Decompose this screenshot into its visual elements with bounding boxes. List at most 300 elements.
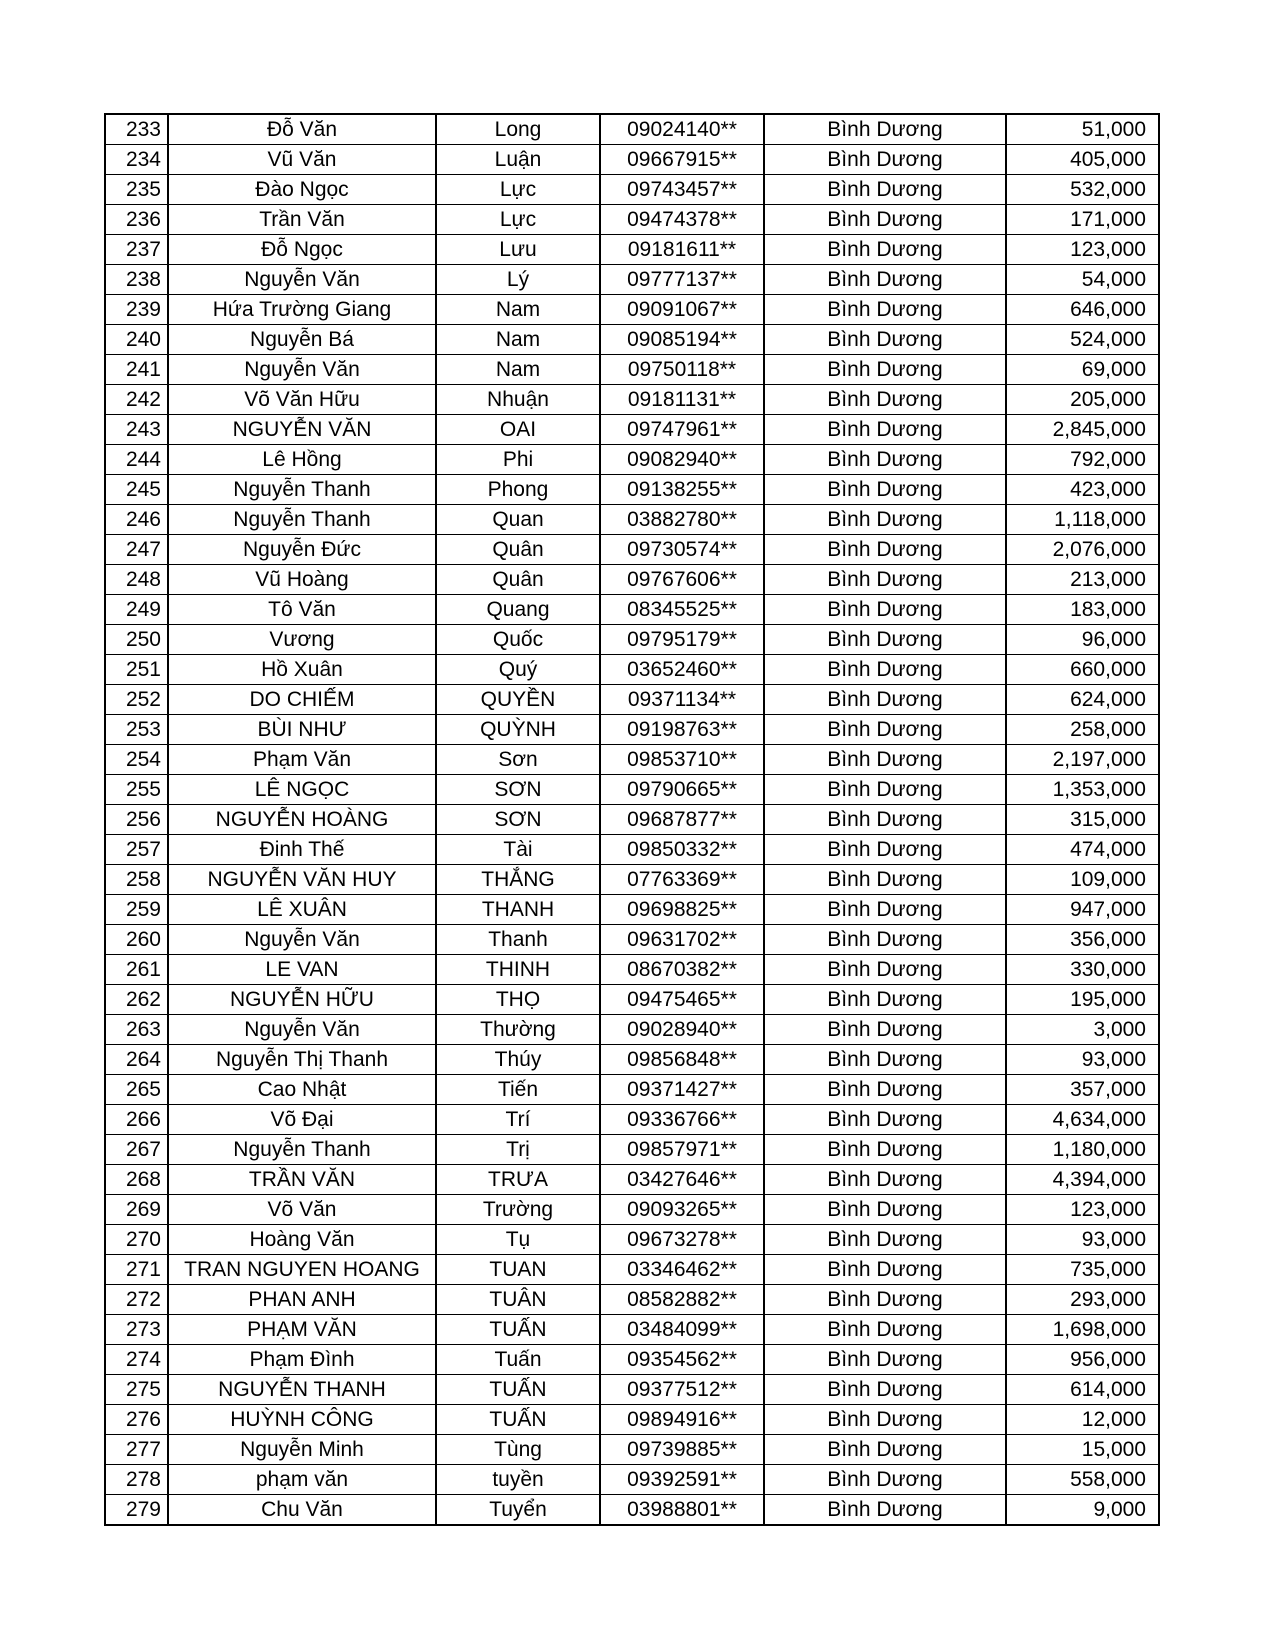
province-cell: Bình Dương [764,655,1006,685]
province-cell: Bình Dương [764,955,1006,985]
province-cell: Bình Dương [764,1435,1006,1465]
table-row [105,1315,1159,1345]
amount-cell: 171,000 [1006,205,1159,235]
first-name-cell: THANH [436,895,600,925]
row-number-cell: 261 [105,955,168,985]
table-row [105,175,1159,205]
last-name-cell: PHẠM VĂN [168,1315,436,1345]
row-number-cell: 237 [105,235,168,265]
table-row [105,1165,1159,1195]
last-name-cell: Nguyễn Thanh [168,1135,436,1165]
amount-cell: 258,000 [1006,715,1159,745]
first-name-cell: Tuấn [436,1345,600,1375]
last-name-cell: TRẦN VĂN [168,1165,436,1195]
row-number-cell: 259 [105,895,168,925]
phone-cell: 09138255** [600,475,764,505]
table-row [105,1375,1159,1405]
first-name-cell: TUẤN [436,1375,600,1405]
first-name-cell: Lực [436,175,600,205]
table-row [105,1105,1159,1135]
province-cell: Bình Dương [764,145,1006,175]
phone-cell: 09857971** [600,1135,764,1165]
first-name-cell: Trí [436,1105,600,1135]
amount-cell: 213,000 [1006,565,1159,595]
table-row [105,805,1159,835]
last-name-cell: NGUYỄN HỮU [168,985,436,1015]
phone-cell: 09687877** [600,805,764,835]
amount-cell: 12,000 [1006,1405,1159,1435]
province-cell: Bình Dương [764,295,1006,325]
province-cell: Bình Dương [764,745,1006,775]
phone-cell: 03346462** [600,1255,764,1285]
phone-cell: 09743457** [600,175,764,205]
table-row [105,145,1159,175]
first-name-cell: QUỲNH [436,715,600,745]
last-name-cell: Nguyễn Thị Thanh [168,1045,436,1075]
amount-cell: 792,000 [1006,445,1159,475]
first-name-cell: TUẤN [436,1405,600,1435]
table-row [105,985,1159,1015]
row-number-cell: 234 [105,145,168,175]
province-cell: Bình Dương [764,445,1006,475]
phone-cell: 09181131** [600,385,764,415]
amount-cell: 315,000 [1006,805,1159,835]
first-name-cell: TUÂN [436,1285,600,1315]
table-row [105,625,1159,655]
province-cell: Bình Dương [764,1495,1006,1526]
table-row [105,745,1159,775]
province-cell: Bình Dương [764,114,1006,145]
table-row [105,1255,1159,1285]
phone-cell: 09698825** [600,895,764,925]
row-number-cell: 278 [105,1465,168,1495]
row-number-cell: 277 [105,1435,168,1465]
phone-cell: 09028940** [600,1015,764,1045]
table-row [105,1015,1159,1045]
table-row [105,925,1159,955]
province-cell: Bình Dương [764,355,1006,385]
last-name-cell: Võ Văn Hữu [168,385,436,415]
phone-cell: 09777137** [600,265,764,295]
row-number-cell: 276 [105,1405,168,1435]
row-number-cell: 274 [105,1345,168,1375]
province-cell: Bình Dương [764,235,1006,265]
last-name-cell: Phạm Văn [168,745,436,775]
table-row [105,1345,1159,1375]
phone-cell: 09790665** [600,775,764,805]
first-name-cell: Thường [436,1015,600,1045]
last-name-cell: PHAN ANH [168,1285,436,1315]
amount-cell: 532,000 [1006,175,1159,205]
phone-cell: 09085194** [600,325,764,355]
amount-cell: 330,000 [1006,955,1159,985]
province-cell: Bình Dương [764,715,1006,745]
last-name-cell: Đinh Thế [168,835,436,865]
first-name-cell: Phi [436,445,600,475]
last-name-cell: Nguyễn Minh [168,1435,436,1465]
last-name-cell: Nguyễn Thanh [168,475,436,505]
phone-cell: 03484099** [600,1315,764,1345]
row-number-cell: 267 [105,1135,168,1165]
amount-cell: 205,000 [1006,385,1159,415]
last-name-cell: LE VAN [168,955,436,985]
first-name-cell: QUYỀN [436,685,600,715]
province-cell: Bình Dương [764,775,1006,805]
row-number-cell: 265 [105,1075,168,1105]
first-name-cell: Tuyển [436,1495,600,1526]
phone-cell: 09371134** [600,685,764,715]
province-cell: Bình Dương [764,565,1006,595]
row-number-cell: 263 [105,1015,168,1045]
last-name-cell: Nguyễn Văn [168,355,436,385]
table-row [105,505,1159,535]
row-number-cell: 266 [105,1105,168,1135]
province-cell: Bình Dương [764,175,1006,205]
first-name-cell: Long [436,114,600,145]
table-row [105,445,1159,475]
phone-cell: 08670382** [600,955,764,985]
row-number-cell: 268 [105,1165,168,1195]
table-row [105,1135,1159,1165]
table-row [105,325,1159,355]
amount-cell: 423,000 [1006,475,1159,505]
phone-cell: 09853710** [600,745,764,775]
amount-cell: 51,000 [1006,114,1159,145]
row-number-cell: 254 [105,745,168,775]
table-row [105,265,1159,295]
row-number-cell: 242 [105,385,168,415]
amount-cell: 123,000 [1006,235,1159,265]
row-number-cell: 253 [105,715,168,745]
row-number-cell: 235 [105,175,168,205]
province-cell: Bình Dương [764,505,1006,535]
table-row [105,355,1159,385]
row-number-cell: 257 [105,835,168,865]
province-cell: Bình Dương [764,1285,1006,1315]
amount-cell: 54,000 [1006,265,1159,295]
phone-cell: 09024140** [600,114,764,145]
phone-cell: 09082940** [600,445,764,475]
first-name-cell: Thanh [436,925,600,955]
province-cell: Bình Dương [764,925,1006,955]
first-name-cell: Nam [436,295,600,325]
province-cell: Bình Dương [764,1165,1006,1195]
province-cell: Bình Dương [764,1015,1006,1045]
first-name-cell: Luận [436,145,600,175]
row-number-cell: 272 [105,1285,168,1315]
table-row [105,295,1159,325]
last-name-cell: NGUYỄN HOÀNG [168,805,436,835]
first-name-cell: Nam [436,355,600,385]
first-name-cell: TUẤN [436,1315,600,1345]
row-number-cell: 252 [105,685,168,715]
last-name-cell: Đỗ Văn [168,114,436,145]
province-cell: Bình Dương [764,685,1006,715]
province-cell: Bình Dương [764,895,1006,925]
amount-cell: 558,000 [1006,1465,1159,1495]
amount-cell: 4,394,000 [1006,1165,1159,1195]
table-row [105,1045,1159,1075]
table-row [105,835,1159,865]
phone-cell: 09474378** [600,205,764,235]
phone-cell: 03988801** [600,1495,764,1526]
table-row [105,475,1159,505]
row-number-cell: 264 [105,1045,168,1075]
row-number-cell: 233 [105,114,168,145]
first-name-cell: SƠN [436,775,600,805]
phone-cell: 03652460** [600,655,764,685]
first-name-cell: TRƯA [436,1165,600,1195]
last-name-cell: Trần Văn [168,205,436,235]
row-number-cell: 246 [105,505,168,535]
first-name-cell: Lực [436,205,600,235]
last-name-cell: Lê Hồng [168,445,436,475]
first-name-cell: THẮNG [436,865,600,895]
row-number-cell: 255 [105,775,168,805]
amount-cell: 1,698,000 [1006,1315,1159,1345]
amount-cell: 9,000 [1006,1495,1159,1526]
first-name-cell: Tiến [436,1075,600,1105]
phone-cell: 09795179** [600,625,764,655]
province-cell: Bình Dương [764,1345,1006,1375]
first-name-cell: THINH [436,955,600,985]
last-name-cell: Cao Nhật [168,1075,436,1105]
phone-cell: 08582882** [600,1285,764,1315]
row-number-cell: 248 [105,565,168,595]
row-number-cell: 269 [105,1195,168,1225]
row-number-cell: 262 [105,985,168,1015]
amount-cell: 614,000 [1006,1375,1159,1405]
row-number-cell: 271 [105,1255,168,1285]
last-name-cell: Đỗ Ngọc [168,235,436,265]
first-name-cell: Trường [436,1195,600,1225]
first-name-cell: Trị [436,1135,600,1165]
phone-cell: 03882780** [600,505,764,535]
amount-cell: 195,000 [1006,985,1159,1015]
table-row [105,385,1159,415]
table-row [105,1075,1159,1105]
first-name-cell: TUAN [436,1255,600,1285]
row-number-cell: 256 [105,805,168,835]
first-name-cell: Tụ [436,1225,600,1255]
phone-cell: 09856848** [600,1045,764,1075]
table-row [105,1225,1159,1255]
last-name-cell: Nguyễn Đức [168,535,436,565]
table-row [105,415,1159,445]
amount-cell: 293,000 [1006,1285,1159,1315]
last-name-cell: Tô Văn [168,595,436,625]
table-row [105,715,1159,745]
first-name-cell: Quan [436,505,600,535]
last-name-cell: Nguyễn Văn [168,265,436,295]
amount-cell: 735,000 [1006,1255,1159,1285]
table-body [105,114,1159,1525]
last-name-cell: Nguyễn Văn [168,925,436,955]
row-number-cell: 260 [105,925,168,955]
row-number-cell: 258 [105,865,168,895]
table-row [105,1495,1159,1526]
row-number-cell: 238 [105,265,168,295]
first-name-cell: tuyền [436,1465,600,1495]
amount-cell: 947,000 [1006,895,1159,925]
province-cell: Bình Dương [764,1375,1006,1405]
row-number-cell: 244 [105,445,168,475]
last-name-cell: Vũ Hoàng [168,565,436,595]
phone-cell: 09392591** [600,1465,764,1495]
amount-cell: 2,845,000 [1006,415,1159,445]
table-row [105,205,1159,235]
last-name-cell: Vương [168,625,436,655]
last-name-cell: phạm văn [168,1465,436,1495]
last-name-cell: Hoàng Văn [168,1225,436,1255]
province-cell: Bình Dương [764,205,1006,235]
amount-cell: 93,000 [1006,1225,1159,1255]
last-name-cell: Hứa Trường Giang [168,295,436,325]
phone-cell: 09739885** [600,1435,764,1465]
table-row [105,114,1159,145]
last-name-cell: LÊ NGỌC [168,775,436,805]
phone-cell: 03427646** [600,1165,764,1195]
row-number-cell: 241 [105,355,168,385]
first-name-cell: Lưu [436,235,600,265]
phone-cell: 09354562** [600,1345,764,1375]
first-name-cell: Quý [436,655,600,685]
amount-cell: 524,000 [1006,325,1159,355]
last-name-cell: Nguyễn Bá [168,325,436,355]
phone-cell: 07763369** [600,865,764,895]
phone-cell: 09894916** [600,1405,764,1435]
amount-cell: 109,000 [1006,865,1159,895]
row-number-cell: 273 [105,1315,168,1345]
amount-cell: 96,000 [1006,625,1159,655]
first-name-cell: Quang [436,595,600,625]
amount-cell: 1,353,000 [1006,775,1159,805]
table-row [105,1405,1159,1435]
table-row [105,895,1159,925]
table-row [105,775,1159,805]
amount-cell: 69,000 [1006,355,1159,385]
amount-cell: 2,197,000 [1006,745,1159,775]
first-name-cell: Thúy [436,1045,600,1075]
province-cell: Bình Dương [764,265,1006,295]
first-name-cell: SƠN [436,805,600,835]
row-number-cell: 270 [105,1225,168,1255]
phone-cell: 09093265** [600,1195,764,1225]
row-number-cell: 251 [105,655,168,685]
phone-cell: 09181611** [600,235,764,265]
last-name-cell: TRAN NGUYEN HOANG [168,1255,436,1285]
amount-cell: 2,076,000 [1006,535,1159,565]
row-number-cell: 245 [105,475,168,505]
amount-cell: 183,000 [1006,595,1159,625]
first-name-cell: Quân [436,565,600,595]
row-number-cell: 239 [105,295,168,325]
province-cell: Bình Dương [764,1135,1006,1165]
first-name-cell: Nam [436,325,600,355]
amount-cell: 15,000 [1006,1435,1159,1465]
province-cell: Bình Dương [764,1105,1006,1135]
amount-cell: 4,634,000 [1006,1105,1159,1135]
amount-cell: 956,000 [1006,1345,1159,1375]
province-cell: Bình Dương [764,385,1006,415]
province-cell: Bình Dương [764,1465,1006,1495]
phone-cell: 09198763** [600,715,764,745]
amount-cell: 1,118,000 [1006,505,1159,535]
phone-cell: 09730574** [600,535,764,565]
phone-cell: 09667915** [600,145,764,175]
table-row [105,595,1159,625]
row-number-cell: 250 [105,625,168,655]
amount-cell: 646,000 [1006,295,1159,325]
first-name-cell: Tài [436,835,600,865]
table-row [105,1435,1159,1465]
phone-cell: 09336766** [600,1105,764,1135]
table-row [105,535,1159,565]
row-number-cell: 243 [105,415,168,445]
last-name-cell: NGUYỄN THANH [168,1375,436,1405]
province-cell: Bình Dương [764,1045,1006,1075]
last-name-cell: Đào Ngọc [168,175,436,205]
last-name-cell: DO CHIẾM [168,685,436,715]
last-name-cell: BÙI NHƯ [168,715,436,745]
amount-cell: 3,000 [1006,1015,1159,1045]
province-cell: Bình Dương [764,835,1006,865]
province-cell: Bình Dương [764,1405,1006,1435]
table-row [105,235,1159,265]
row-number-cell: 240 [105,325,168,355]
first-name-cell: Lý [436,265,600,295]
phone-cell: 09377512** [600,1375,764,1405]
phone-cell: 09371427** [600,1075,764,1105]
province-cell: Bình Dương [764,1315,1006,1345]
province-cell: Bình Dương [764,475,1006,505]
data-table [104,113,1160,1526]
last-name-cell: Nguyễn Thanh [168,505,436,535]
amount-cell: 660,000 [1006,655,1159,685]
last-name-cell: NGUYỄN VĂN HUY [168,865,436,895]
amount-cell: 123,000 [1006,1195,1159,1225]
province-cell: Bình Dương [764,865,1006,895]
phone-cell: 08345525** [600,595,764,625]
first-name-cell: Quân [436,535,600,565]
last-name-cell: Chu Văn [168,1495,436,1526]
first-name-cell: Quốc [436,625,600,655]
last-name-cell: NGUYỄN VĂN [168,415,436,445]
province-cell: Bình Dương [764,985,1006,1015]
phone-cell: 09631702** [600,925,764,955]
last-name-cell: Phạm Đình [168,1345,436,1375]
province-cell: Bình Dương [764,325,1006,355]
table-row [105,1195,1159,1225]
first-name-cell: Sơn [436,745,600,775]
phone-cell: 09091067** [600,295,764,325]
row-number-cell: 249 [105,595,168,625]
phone-cell: 09850332** [600,835,764,865]
phone-cell: 09475465** [600,985,764,1015]
amount-cell: 1,180,000 [1006,1135,1159,1165]
province-cell: Bình Dương [764,1225,1006,1255]
last-name-cell: Vũ Văn [168,145,436,175]
row-number-cell: 236 [105,205,168,235]
table-row [105,685,1159,715]
last-name-cell: LÊ XUÂN [168,895,436,925]
amount-cell: 624,000 [1006,685,1159,715]
first-name-cell: THỌ [436,985,600,1015]
table-row [105,565,1159,595]
phone-cell: 09673278** [600,1225,764,1255]
last-name-cell: Hồ Xuân [168,655,436,685]
province-cell: Bình Dương [764,595,1006,625]
